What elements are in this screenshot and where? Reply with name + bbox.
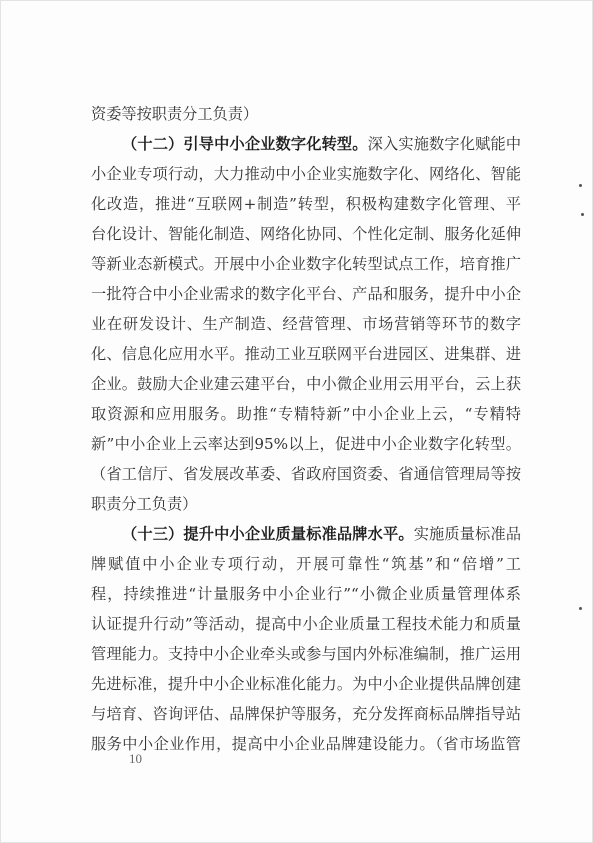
line-text: 先进标准，提升中小企业标准化能力。为中小企业提供品牌创建 [91, 675, 521, 693]
text-line [91, 341, 521, 367]
text-line [91, 221, 521, 247]
section-heading: （十二）引导中小企业数字化转型。 [122, 135, 368, 153]
scan-speck [579, 607, 582, 610]
text-line [91, 311, 521, 337]
text-line [91, 641, 521, 667]
line-text: 资委等按职责分工负责） [91, 105, 259, 123]
line-text: 业在研发设计、生产制造、经营管理、市场营销等环节的数字 [91, 315, 521, 333]
line-text: 取资源和应用服务。助推“专精特新”中小企业上云，“专精特 [91, 405, 521, 423]
line-text: 管理能力。支持中小企业牵头或参与国内外标准编制，推广运用 [91, 645, 521, 663]
text-line [91, 191, 521, 217]
line-text: 化改造，推进“互联网+制造”转型，积极构建数字化管理、平 [91, 195, 521, 213]
text-line [91, 611, 521, 637]
text-line [91, 551, 521, 577]
line-text: （省工信厅、省发展改革委、省政府国资委、省通信管理局等按 [91, 465, 521, 483]
text-line [91, 371, 521, 397]
text-line [91, 251, 521, 277]
line-text: 等新业态新模式。开展中小企业数字化转型试点工作，培育推广 [91, 255, 521, 273]
section-heading: （十三）提升中小企业质量标准品牌水平。 [122, 525, 414, 543]
text-line [91, 401, 521, 427]
text-line [91, 431, 521, 457]
scan-speck [579, 184, 582, 187]
text-line [91, 491, 521, 517]
text-line [91, 701, 521, 727]
line-text: 服务中小企业作用，提高中小企业品牌建设能力。（省市场监管 [91, 735, 521, 753]
text-line [91, 281, 521, 307]
line-text: 台化设计、智能化制造、网络化协同、个性化定制、服务化延伸 [91, 225, 521, 243]
scan-speck [581, 213, 584, 216]
line-text: 认证提升行动”等活动，提高中小企业质量工程技术能力和质量 [91, 615, 521, 633]
text-line [91, 581, 521, 607]
line-text: 一批符合中小企业需求的数字化平台、产品和服务，提升中小企 [91, 285, 521, 303]
section-heading-line [122, 131, 521, 157]
line-text: 职责分工负责） [91, 495, 198, 513]
text-line [91, 101, 521, 127]
line-text: 化、信息化应用水平。推动工业互联网平台进园区、进集群、进 [91, 345, 521, 363]
line-text: 新”中小企业上云率达到95%以上，促进中小企业数字化转型。 [91, 435, 521, 453]
text-line [91, 671, 521, 697]
line-text: 与培育、咨询评估、品牌保护等服务，充分发挥商标品牌指导站 [91, 705, 521, 723]
line-text: 深入实施数字化赋能中 [367, 135, 521, 153]
line-text: 程，持续推进“计量服务中小企业行”“小微企业质量管理体系 [91, 585, 521, 603]
line-text: 牌赋值中小企业专项行动，开展可靠性“筑基”和“倍增”工 [91, 555, 521, 573]
line-text: 实施质量标准品 [413, 525, 521, 543]
line-text: 小企业专项行动，大力推动中小企业实施数字化、网络化、智能 [91, 165, 521, 183]
section-heading-line [122, 521, 521, 547]
text-line [91, 161, 521, 187]
text-line [91, 731, 521, 757]
text-line [91, 461, 521, 487]
page-number: 10 [129, 751, 142, 766]
line-text: 企业。鼓励大企业建云建平台，中小微企业用云用平台，云上获 [91, 375, 521, 393]
